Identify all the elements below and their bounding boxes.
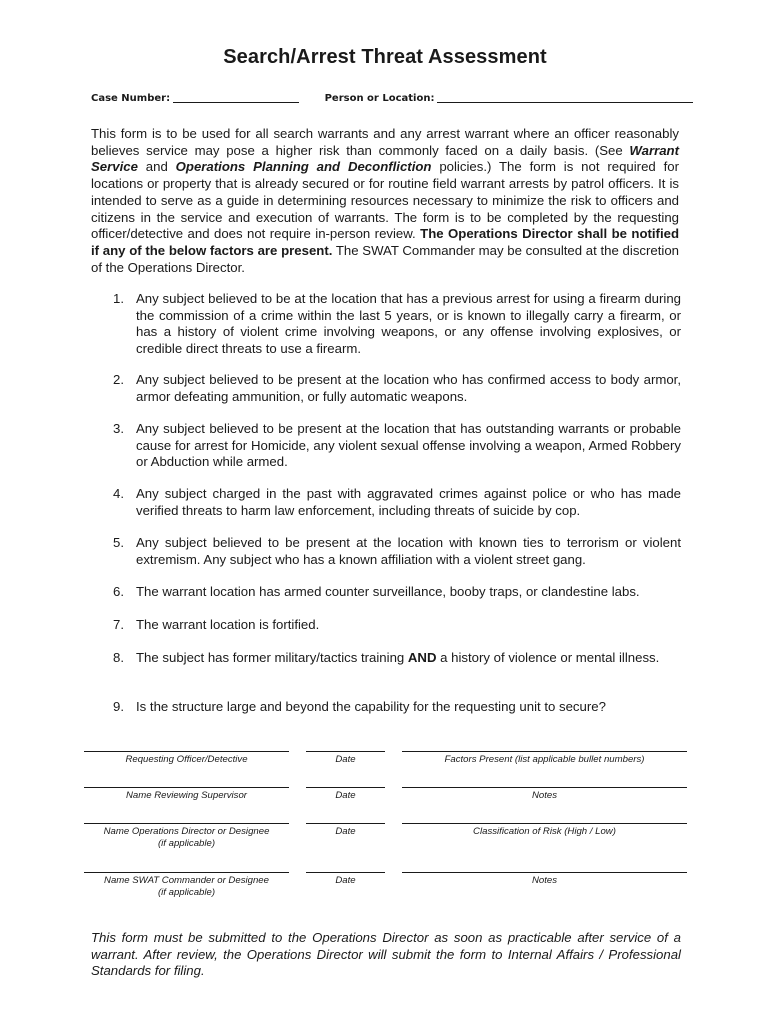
case-info-row bbox=[91, 91, 693, 104]
intro-notify-statement: The Operations Director shall be notified if any of the below factors are present. bbox=[91, 226, 679, 258]
risk-factor-item: 1. Any subject believed to be at the location that has a previous arrest for using a firearm during the commission of a crime within the last 5 years, or is known to illegally carry a firearm, or has a history of violent crime involving weapons, or any offense involving explosives, or credible direct threats to use a firearm. bbox=[113, 291, 681, 356]
risk-classification-line[interactable]: Classification of Risk (High / Low) bbox=[402, 823, 687, 838]
intro-text-1: This form is to be used for all search warrants and any arrest warrant where an officer reasonably believes service may pose a higher risk than commonly faced on a daily basis. (See bbox=[91, 126, 679, 158]
operations-director-date-line[interactable]: Date bbox=[306, 823, 385, 838]
case-number-label: Case Number: bbox=[91, 93, 171, 104]
risk-factor-item: 9. Is the structure large and beyond the capability for the requesting unit to secure? bbox=[113, 699, 606, 714]
factors-present-line[interactable]: Factors Present (list applicable bullet numbers) bbox=[402, 751, 687, 766]
requesting-officer-signature-line[interactable]: Requesting Officer/Detective bbox=[84, 751, 289, 766]
risk-factor-item: 2. Any subject believed to be present at the location who has confirmed access to body armor, armor defeating ammunition, or fully automatic weapons. bbox=[113, 372, 681, 404]
intro-text-2: policies.) The form is not required for locations or property that is already secured or for routine field warrant arrests by patrol officers. It is intended to serve as a guide in determining resources necessary to minimize the risk to officers and citizens in the service and execution of warrants. The form is to be completed by the requesting officer/detective and does not require in-person review. bbox=[91, 159, 679, 242]
swat-commander-date-line[interactable]: Date bbox=[306, 872, 385, 887]
operations-director-signature-line[interactable]: Name Operations Director or Designee (if applicable) bbox=[84, 823, 289, 850]
intro-paragraph bbox=[91, 126, 679, 276]
ref-warrant-service: Warrant Service bbox=[91, 142, 679, 175]
supervisor-signature-line[interactable]: Name Reviewing Supervisor bbox=[84, 787, 289, 802]
swat-commander-signature-line[interactable]: Name SWAT Commander or Designee (if applicable) bbox=[84, 872, 289, 899]
person-location-label: Person or Location: bbox=[324, 93, 435, 104]
case-number-field[interactable] bbox=[173, 91, 299, 103]
risk-factor-item: 8. The subject has former military/tactics training AND a history of violence or mental illness. bbox=[113, 650, 660, 665]
supervisor-date-line[interactable]: Date bbox=[306, 787, 385, 802]
risk-factor-item: 7. The warrant location is fortified. bbox=[113, 617, 320, 632]
risk-factor-item: 6. The warrant location has armed counter surveillance, booby traps, or clandestine labs. bbox=[113, 584, 640, 599]
person-location-field[interactable] bbox=[437, 91, 693, 103]
risk-factor-item: 3. Any subject believed to be present at the location that has outstanding warrants or probable cause for arrest for Homicide, any violent sexual offense involving a weapon, Armed Robbery or Abduction while armed. bbox=[113, 421, 681, 469]
risk-factor-item: 4. Any subject charged in the past with aggravated crimes against police or who has made verified threats to harm law enforcement, including threats of suicide by cop. bbox=[113, 486, 681, 518]
form-title: Search/Arrest Threat Assessment bbox=[223, 46, 547, 68]
ref-operations-planning: Operations Planning and Deconfliction bbox=[175, 159, 432, 175]
risk-factor-item: 5. Any subject believed to be present at the location with known ties to terrorism or violent extremism. Any subject who has a known affiliation with a violent street gang. bbox=[113, 535, 681, 567]
submission-instructions: This form must be submitted to the Operations Director as soon as practicable after service of a warrant. After review, the Operations Director will submit the form to Internal Affairs / Professional Standards for filing. bbox=[91, 930, 681, 978]
intro-and: and bbox=[137, 159, 176, 175]
swat-notes-line[interactable]: Notes bbox=[402, 872, 687, 887]
intro-text-3: The SWAT Commander may be consulted at the discretion of the Operations Director. bbox=[91, 242, 679, 275]
supervisor-notes-line[interactable]: Notes bbox=[402, 787, 687, 802]
requesting-officer-date-line[interactable]: Date bbox=[306, 751, 385, 766]
